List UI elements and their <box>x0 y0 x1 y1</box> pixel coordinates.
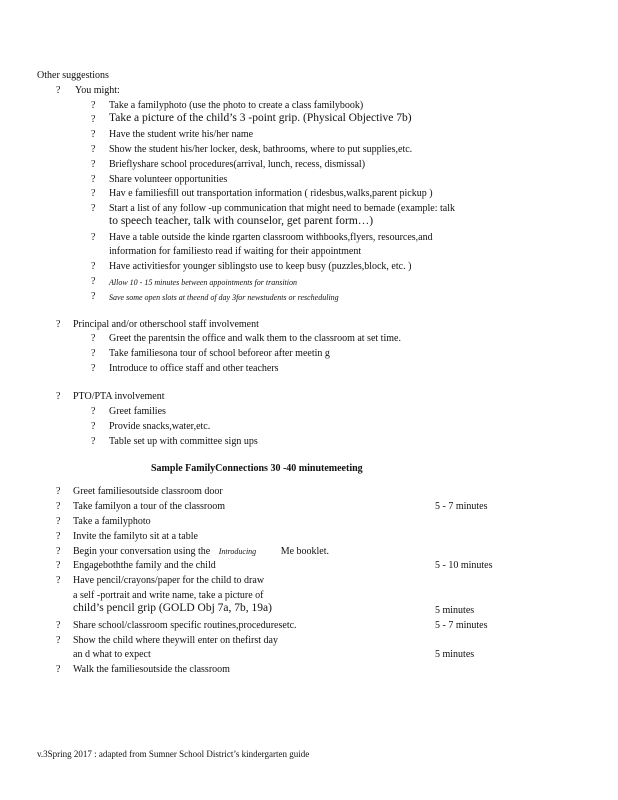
list-item: Brieflyshare school procedures(arrival, lunch, recess, dismissal) <box>109 159 366 170</box>
meeting-item: Walk the familiesoutside the classroom <box>73 664 230 675</box>
bullet-marker: ? <box>56 531 61 542</box>
bullet-marker: ? <box>91 276 96 287</box>
meeting-item: Invite the familyto sit at a table <box>73 531 198 542</box>
bullet-marker: ? <box>91 436 96 447</box>
list-item: Share volunteer opportunities <box>109 174 228 185</box>
bullet-marker: ? <box>91 421 96 432</box>
bullet-marker: ? <box>56 575 61 586</box>
meeting-item: Take a familyphoto <box>73 516 151 527</box>
list-item: Take a picture of the child’s 3 -point grip. (Physical Objective 7b) <box>109 112 412 124</box>
bullet-marker: ? <box>91 159 96 170</box>
meeting-item-text: Begin your conversation using the <box>73 546 211 557</box>
meeting-item-duration: 5 minutes <box>435 605 475 616</box>
list-item: Table set up with committee sign ups <box>109 436 258 447</box>
list-item: Start a list of any follow -up communication that might need to bemade (example: talk <box>109 203 456 214</box>
meeting-item-text: Me booklet. <box>280 546 330 557</box>
bullet-marker: ? <box>56 85 61 96</box>
meeting-item: Greet familiesoutside classroom door <box>73 486 223 497</box>
bullet-marker: ? <box>91 348 96 359</box>
you-might-label: You might: <box>75 85 120 96</box>
bullet-marker: ? <box>91 333 96 344</box>
list-item: Hav e familiesfill out transportation information ( ridesbus,walks,parent pickup ) <box>109 188 433 199</box>
introducing-me-title: Introducing <box>218 547 257 556</box>
list-item: Provide snacks,water,etc. <box>109 421 211 432</box>
bullet-marker: ? <box>91 129 96 140</box>
bullet-marker: ? <box>56 635 61 646</box>
bullet-marker: ? <box>91 144 96 155</box>
bullet-marker: ? <box>91 363 96 374</box>
list-item: Greet the parentsin the office and walk them to the classroom at set time. <box>109 333 401 344</box>
pto-label: PTO/PTA involvement <box>73 391 165 402</box>
list-item-continuation: to speech teacher, talk with counselor, get parent form…) <box>109 215 374 227</box>
bullet-marker: ? <box>91 232 96 243</box>
meeting-item: Share school/classroom specific routines,proceduresetc. <box>73 620 297 631</box>
section-heading-other-suggestions: Other suggestions <box>37 70 109 81</box>
list-item: Have the student write his/her name <box>109 129 254 140</box>
list-item: Allow 10 - 15 minutes between appointments for transition <box>109 278 297 287</box>
bullet-marker: ? <box>91 203 96 214</box>
meeting-item: Have pencil/crayons/paper for the child to draw <box>73 575 265 586</box>
list-item: Introduce to office staff and other teachers <box>109 363 279 374</box>
meeting-item-duration: 5 minutes <box>435 649 475 660</box>
bullet-marker: ? <box>91 100 96 111</box>
bullet-marker: ? <box>91 261 96 272</box>
bullet-marker: ? <box>91 114 96 125</box>
bullet-marker: ? <box>56 546 61 557</box>
list-item: Take familiesona tour of school beforeor after meetin g <box>109 348 330 359</box>
bullet-marker: ? <box>56 501 61 512</box>
bullet-marker: ? <box>56 391 61 402</box>
list-item: Greet families <box>109 406 166 417</box>
bullet-marker: ? <box>56 486 61 497</box>
bullet-marker: ? <box>91 188 96 199</box>
bullet-marker: ? <box>56 620 61 631</box>
meeting-item-duration: 5 - 7 minutes <box>435 620 488 631</box>
bullet-marker: ? <box>91 291 96 302</box>
bullet-marker: ? <box>56 319 61 330</box>
meeting-item: Engageboththe family and the child <box>73 560 216 571</box>
bullet-marker: ? <box>56 664 61 675</box>
list-item: Save some open slots at theend of day 3for newstudents or rescheduling <box>109 293 339 302</box>
bullet-marker: ? <box>56 560 61 571</box>
meeting-item-duration: 5 - 7 minutes <box>435 501 488 512</box>
meeting-item: Show the child where theywill enter on thefirst day <box>73 635 278 646</box>
list-item: Have activitiesfor younger siblingsto use to keep busy (puzzles,block, etc. ) <box>109 261 412 272</box>
meeting-item: Take familyon a tour of the classroom <box>73 501 226 512</box>
bullet-marker: ? <box>56 516 61 527</box>
list-item: Take a familyphoto (use the photo to create a class familybook) <box>109 100 364 111</box>
meeting-item-duration: 5 - 10 minutes <box>435 560 493 571</box>
page-footer: v.3Spring 2017 : adapted from Sumner School District’s kindergarten guide <box>37 749 310 759</box>
list-item: Have a table outside the kinde rgarten classroom withbooks,flyers, resources,and <box>109 232 433 243</box>
meeting-item-continuation: a self -portrait and write name, take a picture of <box>73 590 264 601</box>
meeting-item <box>73 545 329 558</box>
list-item: Show the student his/her locker, desk, bathrooms, where to put supplies,etc. <box>109 144 413 155</box>
bullet-marker: ? <box>91 174 96 185</box>
bullet-marker: ? <box>91 406 96 417</box>
meeting-item-continuation: an d what to expect <box>73 649 151 660</box>
meeting-item-continuation: child’s pencil grip (GOLD Obj 7a, 7b, 19a) <box>73 602 272 614</box>
list-item-continuation: information for familiesto read if waiting for their appointment <box>109 246 362 257</box>
sample-meeting-title: Sample FamilyConnections 30 -40 minutemeeting <box>151 463 363 474</box>
principal-label: Principal and/or otherschool staff involvement <box>73 319 259 330</box>
